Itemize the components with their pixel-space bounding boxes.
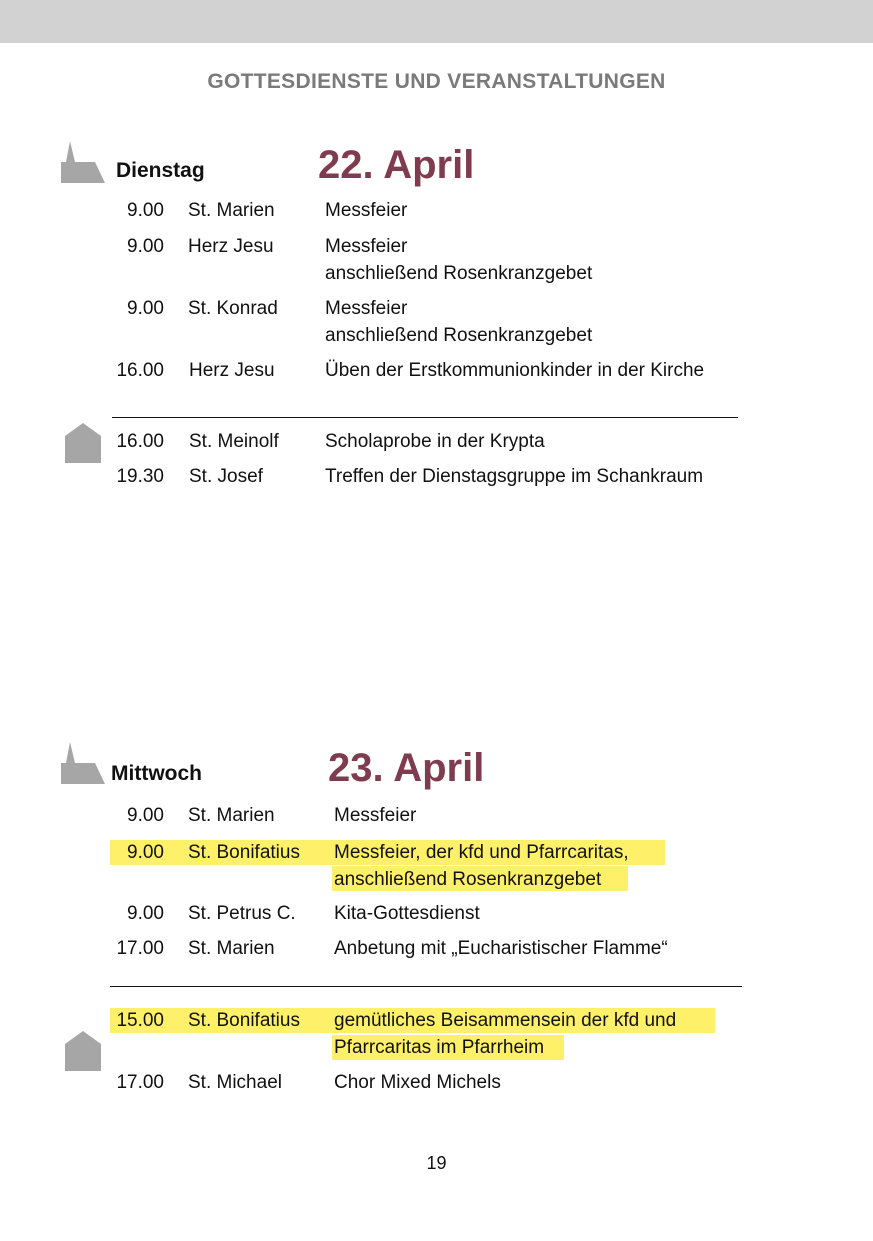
service-place: Herz Jesu [189, 360, 275, 381]
service-place: St. Petrus C. [188, 903, 296, 924]
event-place: St. Josef [189, 466, 263, 487]
event-place: St. Bonifatius [188, 1010, 300, 1031]
service-time: 17.00 [116, 938, 164, 959]
service-desc: Messfeier [325, 200, 408, 221]
date-title: 23. April [328, 746, 485, 790]
house-icon [64, 1030, 102, 1072]
event-time: 15.00 [116, 1010, 164, 1031]
event-place: St. Meinolf [189, 431, 279, 452]
header-bar [0, 0, 873, 43]
service-place: St. Bonifatius [188, 842, 300, 863]
church-icon [60, 741, 106, 785]
service-desc-continued: anschließend Rosenkranzgebet [325, 325, 593, 346]
service-place: St. Marien [188, 200, 275, 221]
service-place: St. Marien [188, 805, 275, 826]
service-desc: Anbetung mit „Eucharistischer Flamme“ [334, 938, 668, 959]
service-time: 9.00 [127, 903, 164, 924]
service-place: St. Konrad [188, 298, 278, 319]
service-time: 9.00 [127, 298, 164, 319]
event-desc: Chor Mixed Michels [334, 1072, 501, 1093]
service-time: 9.00 [127, 200, 164, 221]
service-desc-continued: anschließend Rosenkranzgebet [334, 869, 602, 890]
service-time: 9.00 [127, 805, 164, 826]
service-place: St. Marien [188, 938, 275, 959]
service-time: 16.00 [116, 360, 164, 381]
service-desc: Kita-Gottesdienst [334, 903, 480, 924]
service-desc: Üben der Erstkommunionkinder in der Kirche [325, 360, 705, 381]
page-heading: GOTTESDIENSTE UND VERANSTALTUNGEN [207, 70, 666, 93]
service-desc-continued: anschließend Rosenkranzgebet [325, 263, 593, 284]
day-label: Dienstag [116, 159, 205, 182]
event-desc: gemütliches Beisammensein der kfd und [334, 1010, 677, 1031]
date-title: 22. April [318, 143, 475, 187]
day-label: Mittwoch [111, 762, 202, 785]
service-desc: Messfeier [334, 805, 417, 826]
event-time: 17.00 [116, 1072, 164, 1093]
service-desc: Messfeier [325, 298, 408, 319]
church-icon [60, 140, 106, 184]
event-place: St. Michael [188, 1072, 282, 1093]
service-time: 9.00 [127, 236, 164, 257]
event-desc: Treffen der Dienstagsgruppe im Schankraum [325, 466, 704, 487]
section-divider [112, 417, 738, 418]
page-number: 19 [426, 1153, 447, 1173]
house-icon [64, 422, 102, 464]
service-time: 9.00 [127, 842, 164, 863]
section-divider [110, 986, 742, 987]
service-desc: Messfeier [325, 236, 408, 257]
event-time: 19.30 [116, 466, 164, 487]
event-desc: Scholaprobe in der Krypta [325, 431, 545, 452]
event-time: 16.00 [116, 431, 164, 452]
service-place: Herz Jesu [188, 236, 274, 257]
service-desc: Messfeier, der kfd und Pfarrcaritas, [334, 842, 629, 863]
event-desc-continued: Pfarrcaritas im Pfarrheim [334, 1037, 545, 1058]
